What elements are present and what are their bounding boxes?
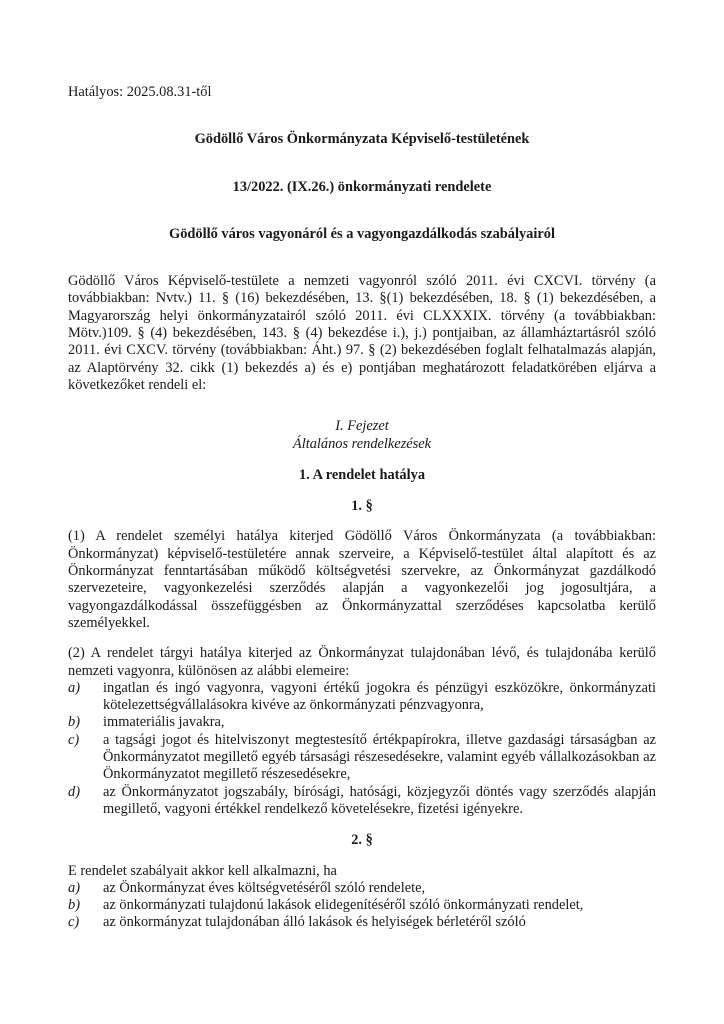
list-item-marker: c) [68,914,80,931]
document-title-line2: 13/2022. (IX.26.) önkormányzati rendelete [232,178,492,195]
list-item [68,880,656,897]
list-item [68,914,656,931]
section1-paragraph-1: (1) A rendelet személyi hatálya kiterjed Gödöllő Város Önkormányzata (a továbbiakban: Önkormányzat) képviselő-testületére annak szerveire, a Képviselő-testület által alapított és az Önkormányzat fenntartásában működő költségvetési szervekre, az Önkormányzat gazdálkodó szervezeteire, vagyonkezelési szerződés alapján a vagyonkezelői jog jogosultjára, a vagyongazdálkodással összefüggésben az Önkormányzattal szerződéses kapcsolatba kerülő személyekkel. [68,528,656,631]
preamble-paragraph: Gödöllő Város Képviselő-testülete a nemzeti vagyonról szóló 2011. évi CXCVI. törvény (a továbbiakban: Nvtv.) 11. § (16) bekezdésében, 13. §(1) bekezdésében, 18. § (1) bekezdésében, a Magyarország helyi önkormányzatairól szóló 2011. évi CLXXXIX. törvény (a továbbiakban: Mötv.)109. § (4) bekezdésében, 143. § (4) bekezdése i.), j.) pontjaiban, az államháztartásról szóló 2011. évi CXCV. törvény (továbbiakban: Áht.) 97. § (2) bekezdésében foglalt felhatalmazás alapján, az Alaptörvény 32. cikk (1) bekezdés a) és e) pontjában meghatározott feladatkörében eljárva a következőket rendeli el: [68,273,656,393]
document-title-line3: Gödöllő város vagyonáról és a vagyongazdálkodás szabályairól [169,225,555,242]
list-item-marker: d) [68,783,80,800]
list-item-marker: b) [68,714,80,731]
section1-item-list [68,680,656,818]
list-item-marker: c) [68,731,80,748]
section2-paragraph-sign: 2. § [351,832,373,849]
section1-paragraph-2-intro: (2) A rendelet tárgyi hatálya kiterjed az Önkormányzat tulajdonában lévő, és tulajdonába kerülő nemzeti vagyonra, különösen az alábbi elemeire: [68,645,656,679]
chapter-number: I. Fejezet [335,418,389,435]
list-item [68,897,656,914]
list-item-text: a tagsági jogot és hitelviszonyt megtestesítő értékpapírokra, illetve gazdasági társaságban az Önkormányzatot megillető egyéb társasági részesedésekre, valamint egyéb vállalkozásokban az Önkormányzatot megillető részesedésekre, [103,731,656,783]
chapter-heading [68,418,656,453]
list-item-text: az Önkormányzatot jogszabály, bírósági, hatósági, közjegyzői döntés vagy szerződés alapján megillető, vagyoni értékkel rendelkező követelésekre, fizetési igényekre. [103,783,656,817]
document-title-line1: Gödöllő Város Önkormányzata Képviselő-testületének [194,131,530,148]
list-item-text: az önkormányzat tulajdonában álló lakások és helyiségek bérletéről szóló [103,914,526,931]
list-item-text: ingatlan és ingó vagyonra, vagyoni értékű jogokra és pénzügyi eszközökre, önkormányzati kötelezettségvállalásokra kivéve az önkormányzati pénzvagyonra, [103,679,656,714]
section2-item-list [68,880,656,932]
list-item-text: az önkormányzati tulajdonú lakások elidegenítéséről szóló önkormányzati rendelet, [103,897,584,914]
list-item-text: az Önkormányzat éves költségvetéséről szóló rendelete, [103,879,426,896]
list-item [68,732,656,784]
list-item [68,714,656,731]
list-item [68,784,656,819]
chapter-title: Általános rendelkezések [292,435,432,452]
effective-date-note: Hatályos: 2025.08.31-től [68,84,212,100]
list-item-marker: b) [68,897,80,914]
section1-heading: 1. A rendelet hatálya [298,466,426,483]
list-item [68,680,656,715]
list-item-marker: a) [68,879,80,896]
section2-intro: E rendelet szabályait akkor kell alkalmazni, ha [68,862,337,879]
list-item-text: immateriális javakra, [103,714,225,731]
section1-paragraph-sign: 1. § [351,498,373,515]
list-item-marker: a) [68,679,80,696]
